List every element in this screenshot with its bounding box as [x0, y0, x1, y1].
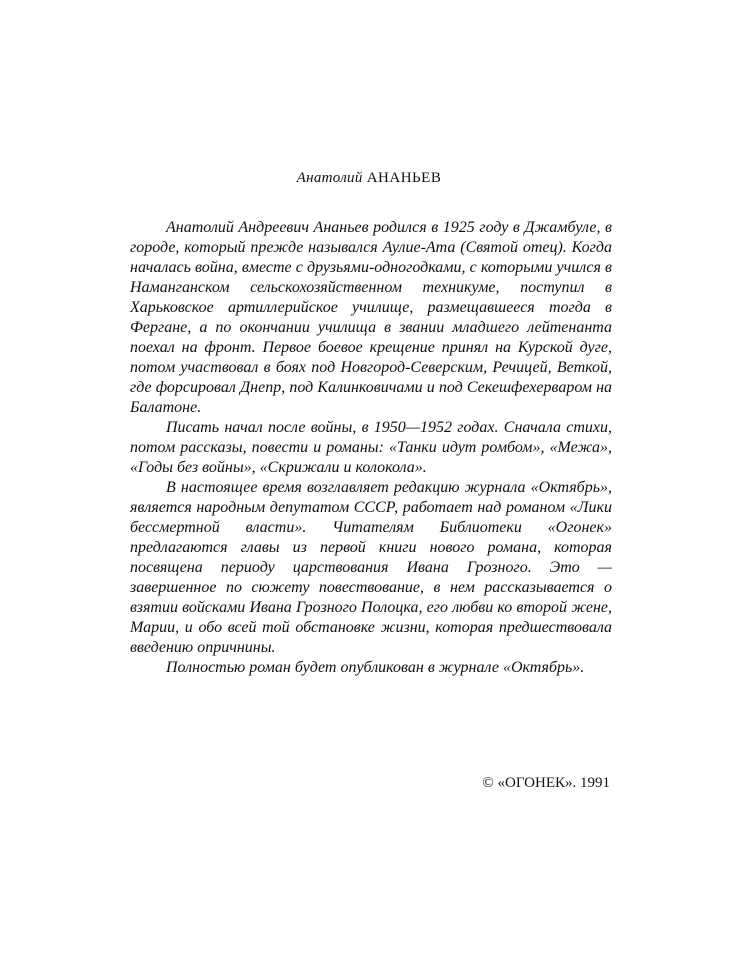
author-biography: [130, 218, 612, 678]
bio-paragraph-2: Писать начал после войны, в 1950—1952 годах. Сначала стихи, потом рассказы, повести и романы: «Танки идут ромбом», «Межа», «Годы без войны», «Скрижали и колокола».: [130, 419, 612, 476]
author-first-name: Анатолий: [296, 170, 363, 186]
author-heading: [0, 170, 738, 187]
bio-paragraph-4: Полностью роман будет опубликован в журнале «Октябрь».: [166, 659, 585, 676]
bio-paragraph-3: В настоящее время возглавляет редакцию журнала «Октябрь», является народным депутатом СССР, работает над романом «Лики бессмертной власти». Читателям Библиотеки «Огонек» предлагаются главы из первой книги нового романа, которая посвящена периоду царствования Ивана Грозного. Это — завершенное по сюжету повествование, в нем рассказывается о взятии войсками Ивана Грозного Полоцка, его любви ко второй жене, Марии, и обо всей той обстановке жизни, которая предшествовала введению опричнины.: [130, 479, 612, 656]
copyright-notice: © «ОГОНЕК». 1991: [482, 775, 610, 791]
author-surname: АНАНЬЕВ: [366, 170, 442, 186]
bio-paragraph-1: Анатолий Андреевич Ананьев родился в 1925 году в Джамбуле, в городе, который прежде назывался Аулие-Ата (Святой отец). Когда началась война, вместе с друзьями-одногодками, с которыми учился в Наманганском сельскохозяйственном техникуме, поступил в Харьковское артиллерийское училище, размещавшееся тогда в Фергане, а по окончании училища в звании младшего лейтенанта поехал на фронт. Первое боевое крещение принял на Курской дуге, потом участвовал в боях под Новгород-Северским, Речицей, Веткой, где форсировал Днепр, под Калинковичами и под Секешфехерваром на Балатоне.: [130, 219, 612, 416]
